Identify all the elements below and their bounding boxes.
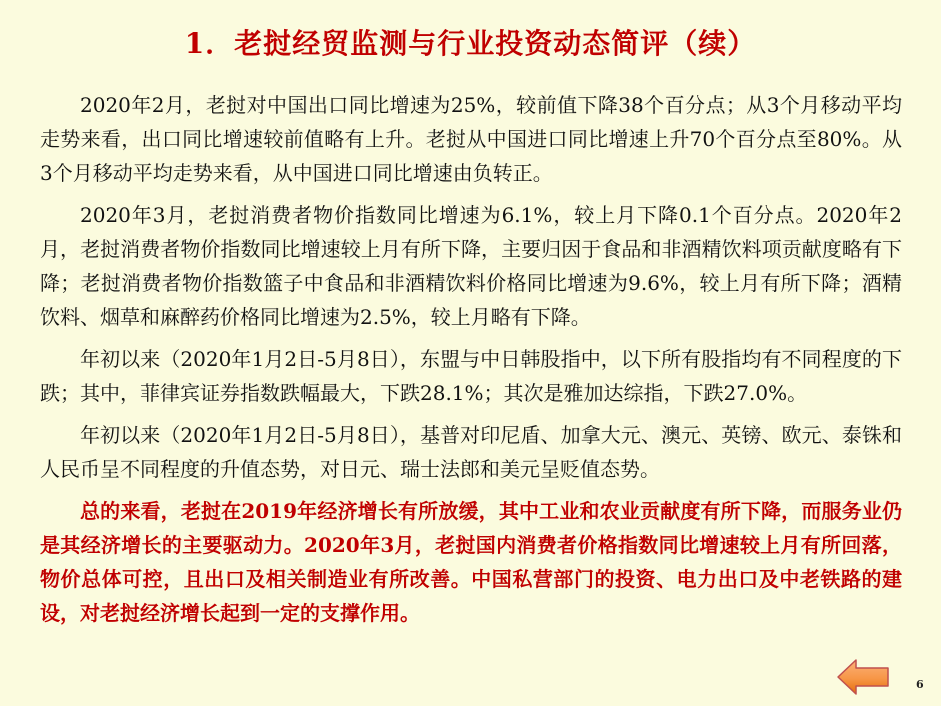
summary-paragraph: 总的来看，老挝在2019年经济增长有所放缓，其中工业和农业贡献度有所下降，而服务业仍是其经济增长的主要驱动力。2020年3月，老挝国内消费者价格指数同比增速较上月有所回落，物价总体可控，且出口及相关制造业有所改善。中国私营部门的投资、电力出口及中老铁路的建设，对老挝经济增长起到一定的支撑作用。 (40, 499, 902, 625)
body-text (40, 88, 902, 638)
page-title: 1．老挝经贸监测与行业投资动态简评（续） (184, 27, 757, 60)
paragraph-trade: 2020年2月，老挝对中国出口同比增速为25%，较前值下降38个百分点；从3个月移动平均走势来看，出口同比增速较前值略有上升。老挝从中国进口同比增速上升70个百分点至80%。从3个月移动平均走势来看，从中国进口同比增速由负转正。 (40, 93, 902, 185)
paragraph-currency: 年初以来（2020年1月2日-5月8日），基普对印尼盾、加拿大元、澳元、英镑、欧元、泰铢和人民币呈不同程度的升值态势，对日元、瑞士法郎和美元呈贬值态势。 (40, 423, 902, 481)
back-button[interactable] (836, 658, 890, 696)
paragraph-cpi: 2020年3月，老挝消费者物价指数同比增速为6.1%，较上月下降0.1个百分点。2020年2月，老挝消费者物价指数同比增速较上月有所下降，主要归因于食品和非酒精饮料项贡献度略有下降；老挝消费者物价指数篮子中食品和非酒精饮料价格同比增速为9.6%，较上月有所下降；酒精饮料、烟草和麻醉药价格同比增速为2.5%，较上月略有下降。 (40, 203, 902, 329)
page-number: 6 (916, 678, 924, 691)
paragraph-stocks: 年初以来（2020年1月2日-5月8日），东盟与中日韩股指中，以下所有股指均有不同程度的下跌；其中，菲律宾证券指数跌幅最大，下跌28.1%；其次是雅加达综指，下跌27.0%。 (40, 347, 902, 405)
left-arrow-icon (836, 658, 890, 696)
